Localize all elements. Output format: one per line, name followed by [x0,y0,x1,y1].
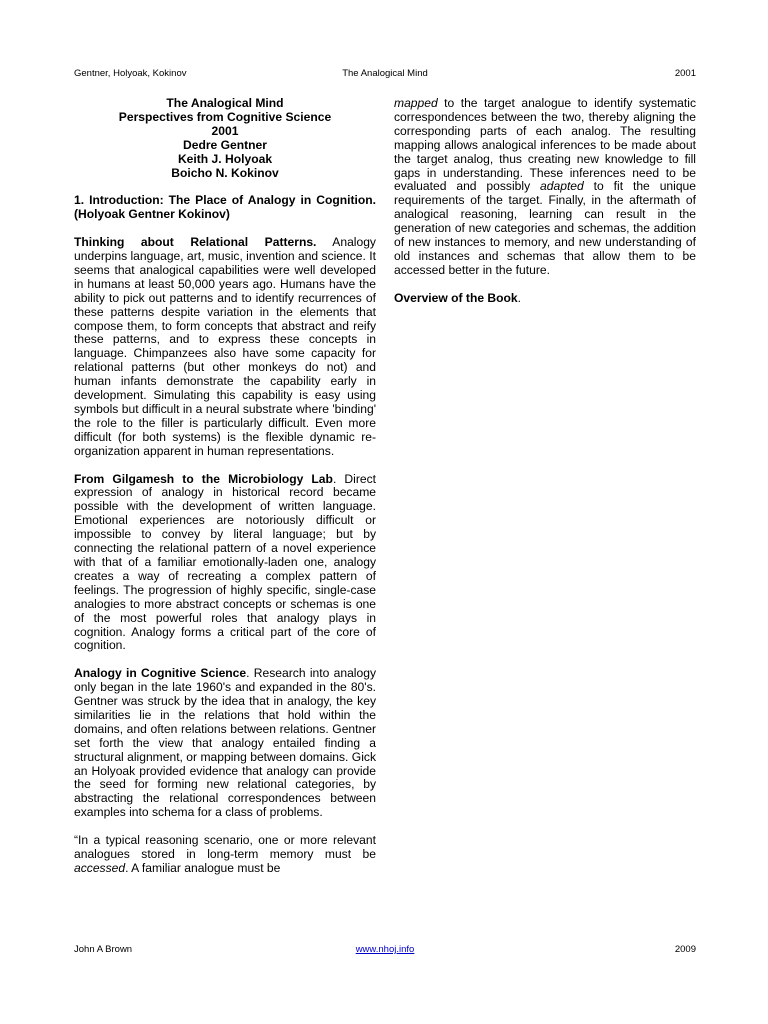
quote-text: to fit the unique requirements of the target. Finally, in the aftermath of analogical reasoning, learning can result in the generation of new categories and schemas, the addition of new instances to memory, and new understanding of old instances and schemas that allow them to be accessed better in the future. [394,179,697,277]
paragraph-lead: From Gilgamesh to the Microbiology Lab [74,471,333,486]
book-year: 2001 [211,123,239,138]
left-column [74,97,376,890]
section-heading: 1. Introduction: The Place of Analogy in Cognition. (Holyoak Gentner Kokinov) [74,193,376,222]
footer-website-link[interactable]: www.nhoj.info [355,944,415,955]
header-year: 2001 [674,68,696,79]
book-subtitle: Perspectives from Cognitive Science [118,109,332,124]
author-1: Dedre Gentner [182,137,267,152]
header-authors: Gentner, Holyoak, Kokinov [74,68,187,79]
overview-tail: . [517,290,522,305]
author-2: Keith J. Holyoak [177,151,273,166]
quote-paragraph-start [74,834,376,876]
quote-emphasis: adapted [540,179,584,194]
paragraph-relational-patterns [74,236,376,459]
quote-text: to the target analogue to identify systematic correspondences between the two, thereby aligning the corresponding parts of each analog. The resulting mapping allows analogical inferences to be made about the target analog, thus creating new knowledge to fill gaps in understanding. These inferences need to be evaluated and possibly [394,96,696,194]
paragraph-text: Analogy underpins language, art, music, invention and science. It seems that analogical capabilities were well developed in humans at least 50,000 years ago. Humans have the ability to pick out patterns and to identify recurrences of these patterns despite variation in the elements that compose them, to form concepts that abstract and reify these patterns, and to express these concepts in language. Chimpanzees also have some capacity for relational patterns (but other monkeys do not) and human infants demonstrate the capability early in development. Simulating this capability is easy using symbols but difficult in a neural substrate where 'binding' the role to the filler is particularly difficult. Even more difficult (for both systems) is the flexible dynamic re-organization apparent in human representations. [74,235,376,458]
paragraph-lead: Thinking about Relational Patterns. [74,235,317,250]
paragraph-text: . Research into analogy only began in the late 1960's and expanded in the 80's. Gentner was struck by the idea that in analogy, the key similarities lie in the relations that hold within the domains, and often relations between relations. Gentner set forth the view that analogy entailed finding a structural alignment, or mapping between domains. Gick an Holyoak provided evidence that analogy can provide the seed for forming new relational categories, by abstracting the relational correspondences between examples into schema for a class of problems. [74,666,376,820]
footer-year: 2009 [674,944,696,955]
quote-emphasis: accessed [74,860,126,875]
title-block [74,97,376,180]
overview-heading [394,292,696,306]
paragraph-cognitive-science [74,667,376,820]
paragraph-gilgamesh [74,473,376,654]
footer-author: John A Brown [74,944,133,955]
overview-lead: Overview of the Book [394,290,518,305]
paragraph-text: . Direct expression of analogy in historical record became possible with the development of written language. Emotional experiences are notoriously difficult or impossible to convey by literal language; but by connecting the relational pattern of a novel experience with that of a familiar emotionally-laden one, analogy creates a way of recreating a complex pattern of feelings. The progression of highly specific, single-case analogies to more abstract concepts or schemas is one of the most powerful roles that analogy plays in cognition. Analogy forms a critical part of the core of cognition. [74,471,376,653]
footer-link-wrap [74,944,696,956]
book-title: The Analogical Mind [166,96,284,110]
quote-paragraph-continued [394,97,696,278]
right-column [394,97,696,319]
author-3: Boicho N. Kokinov [171,165,279,180]
quote-text: “In a typical reasoning scenario, one or more relevant analogues stored in long-term memory must be [74,833,376,861]
quote-text: . A familiar analogue must be [125,860,281,875]
paragraph-lead: Analogy in Cognitive Science [74,666,247,681]
quote-emphasis: mapped [394,96,438,110]
header-title: The Analogical Mind [342,68,428,79]
